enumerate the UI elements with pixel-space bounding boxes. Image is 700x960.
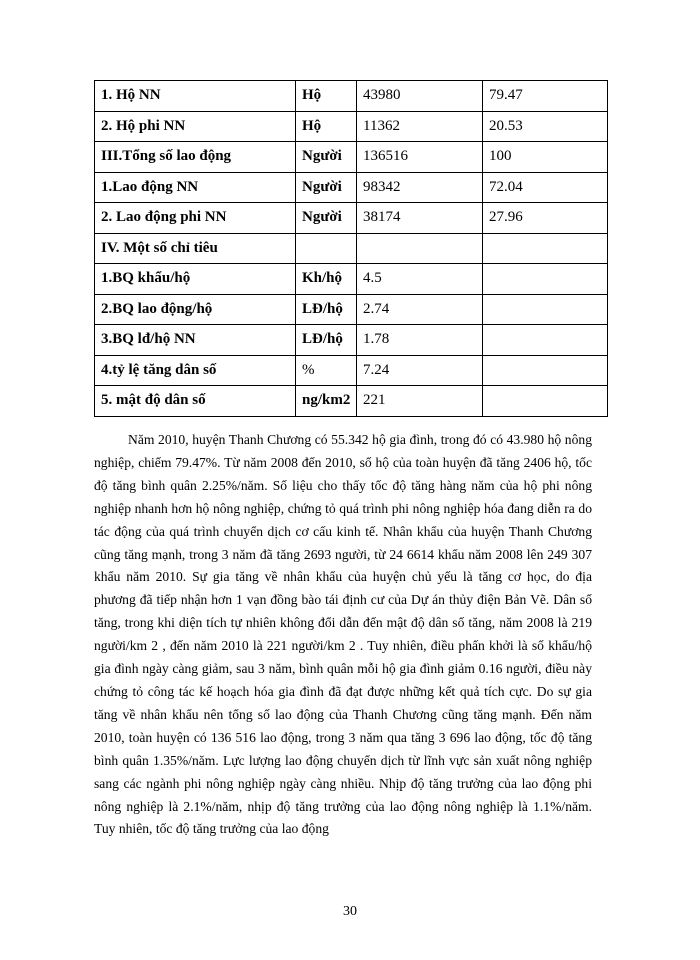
row-percent-cell <box>483 386 608 417</box>
row-value-cell: 4.5 <box>357 264 483 295</box>
row-label-cell: 2. Lao động phi NN <box>95 203 296 234</box>
row-label-cell: IV. Một số chỉ tiêu <box>95 233 296 264</box>
row-label-cell: 2. Hộ phi NN <box>95 111 296 142</box>
row-unit-cell: LĐ/hộ <box>296 294 357 325</box>
row-label-cell: 1. Hộ NN <box>95 81 296 112</box>
table-row <box>95 203 608 234</box>
row-unit-cell: Hộ <box>296 81 357 112</box>
row-value-cell: 38174 <box>357 203 483 234</box>
row-value-cell: 43980 <box>357 81 483 112</box>
row-unit-cell: Người <box>296 203 357 234</box>
row-percent-cell <box>483 233 608 264</box>
table-row <box>95 172 608 203</box>
row-percent-cell: 27.96 <box>483 203 608 234</box>
body-paragraph: Năm 2010, huyện Thanh Chương có 55.342 hộ gia đình, trong đó có 43.980 hộ nông nghiệp, chiếm 79.47%. Từ năm 2008 đến 2010, số hộ của toàn huyện đã tăng 2406 hộ, tốc độ tăng bình quân 2.25%/năm. Số liệu cho thấy tốc độ tăng hàng năm của hộ phi nông nghiệp nhanh hơn hộ nông nghiệp, chứng tỏ quá trình phi nông nghiệp hóa đang diễn ra do tác động của quá trình chuyển dịch cơ cấu kinh tế. Nhân khẩu của huyện Thanh Chương cũng tăng mạnh, trong 3 năm đã tăng 2693 người, từ 24 6614 khẩu năm 2008 lên 249 307 khẩu năm 2010. Sự gia tăng về nhân khẩu của huyện chủ yếu là tăng cơ học, do địa phương đã tiếp nhận hơn 1 vạn đồng bào tái định cư của Dự án thủy điện Bản Vẽ. Dân số tăng, trong khi diện tích tự nhiên không đổi dẫn đến mật độ dân số tăng, năm 2008 là 219 người/km 2 , đến năm 2010 là 221 người/km 2 . Tuy nhiên, điều phấn khởi là số khẩu/hộ gia đình ngày càng giảm, sau 3 năm, bình quân mỗi hộ gia đình giảm 0.16 người, điều này chứng tỏ công tác kế hoạch hóa gia đình đã đạt được những kết quả tích cực. Do sự gia tăng về nhân khẩu nên tổng số lao động của Thanh Chương cũng tăng mạnh. Đến năm 2010, toàn huyện có 136 516 lao động, trong 3 năm qua tăng 3 696 lao động, tốc độ tăng bình quân 1.35%/năm. Lực lượng lao động chuyển dịch từ lĩnh vực sản xuất nông nghiệp sang các ngành phi nông nghiệp ngày càng nhiều. Nhịp độ tăng trưởng của lao động phi nông nghiệp là 2.1%/năm, nhịp độ tăng trưởng của lao động nông nghiệp là 1.1%/năm. Tuy nhiên, tốc độ tăng trưởng của lao động <box>94 432 592 837</box>
row-label-cell: 4.tỷ lệ tăng dân số <box>95 355 296 386</box>
row-percent-cell <box>483 355 608 386</box>
row-label-cell: 5. mật độ dân số <box>95 386 296 417</box>
table-row <box>95 111 608 142</box>
table-row <box>95 142 608 173</box>
row-label-cell: III.Tổng số lao động <box>95 142 296 173</box>
row-unit-cell <box>296 233 357 264</box>
row-percent-cell <box>483 264 608 295</box>
row-value-cell: 98342 <box>357 172 483 203</box>
row-unit-cell: Người <box>296 142 357 173</box>
table-row <box>95 325 608 356</box>
row-label-cell: 1.Lao động NN <box>95 172 296 203</box>
row-label-cell: 2.BQ lao động/hộ <box>95 294 296 325</box>
row-value-cell: 136516 <box>357 142 483 173</box>
row-value-cell: 11362 <box>357 111 483 142</box>
table-row <box>95 386 608 417</box>
statistics-table-body <box>95 81 608 417</box>
row-value-cell: 7.24 <box>357 355 483 386</box>
row-percent-cell: 79.47 <box>483 81 608 112</box>
row-label-cell: 3.BQ lđ/hộ NN <box>95 325 296 356</box>
table-row <box>95 233 608 264</box>
table-row <box>95 81 608 112</box>
table-row <box>95 294 608 325</box>
row-unit-cell: Hộ <box>296 111 357 142</box>
table-row <box>95 355 608 386</box>
row-unit-cell: ng/km2 <box>296 386 357 417</box>
row-percent-cell: 20.53 <box>483 111 608 142</box>
row-label-cell: 1.BQ khẩu/hộ <box>95 264 296 295</box>
row-percent-cell <box>483 294 608 325</box>
row-unit-cell: Người <box>296 172 357 203</box>
row-percent-cell <box>483 325 608 356</box>
row-unit-cell: % <box>296 355 357 386</box>
row-value-cell: 221 <box>357 386 483 417</box>
row-unit-cell: LĐ/hộ <box>296 325 357 356</box>
table-row <box>95 264 608 295</box>
row-percent-cell: 100 <box>483 142 608 173</box>
row-value-cell: 1.78 <box>357 325 483 356</box>
row-value-cell <box>357 233 483 264</box>
page-number: 30 <box>343 904 357 919</box>
statistics-table <box>94 80 608 417</box>
row-value-cell: 2.74 <box>357 294 483 325</box>
row-unit-cell: Kh/hộ <box>296 264 357 295</box>
row-percent-cell: 72.04 <box>483 172 608 203</box>
